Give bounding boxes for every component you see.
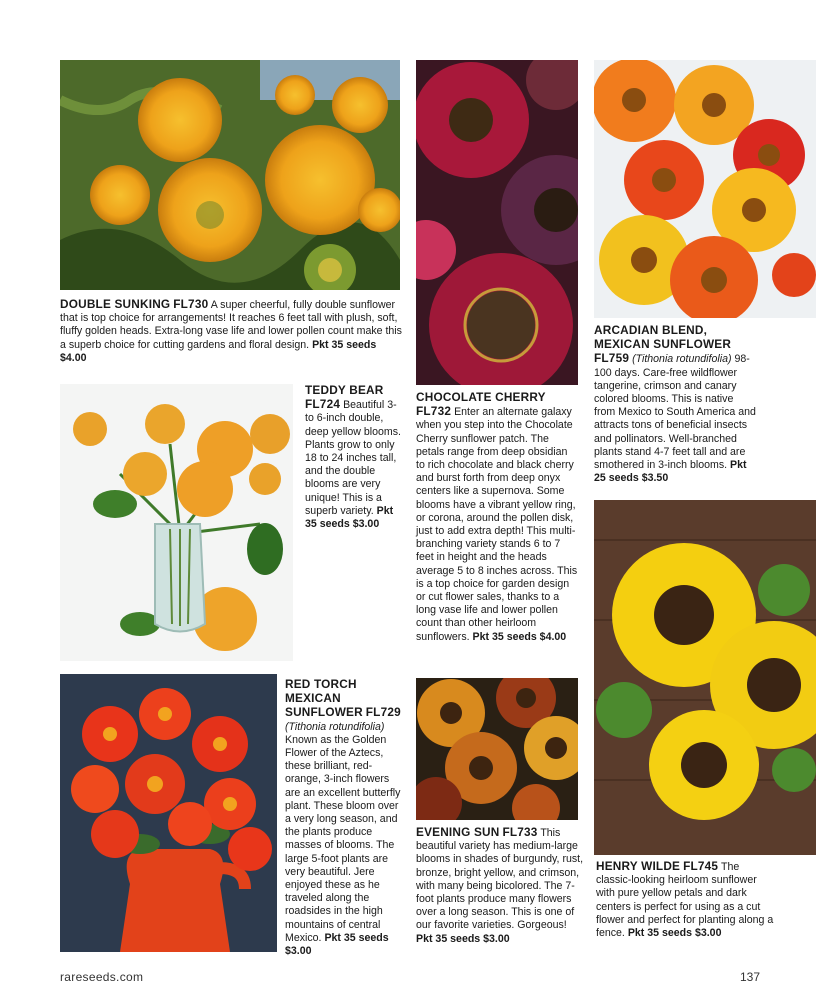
product-code: FL745 — [683, 859, 719, 873]
product-code: FL759 — [594, 351, 630, 366]
evening-sun-photo — [416, 678, 578, 820]
product-title: EVENING SUN — [416, 825, 500, 839]
product-price: Pkt 25 seeds $3.50 — [594, 459, 747, 485]
product-title: TEDDY BEAR — [305, 383, 384, 397]
product-desc: This beautiful variety has medium-large blooms in shades of burgundy, rust, bronze, bright yellow, and crimson, with many being bicolored. The 7-foot plants produce many flowers over a long season. This is one of our favorite varieties. Gorgeous! — [416, 827, 584, 932]
product-desc: Beautiful 3- to 6-inch double, deep yellow blooms. Plants grow to only 18 to 24 inches tall, and the double blooms are very unique! This is a superb variety. — [305, 399, 401, 517]
double-sunking-description — [60, 298, 402, 365]
product-desc: 98-100 days. Care-free wildflower tangerine, crimson and canary colored blooms. This is native from Mexico to South America and attracts tons of beneficial insects and pollinators. Well-branched plants stand 4-7 feet tall and are smothered in 3-inch blooms. — [594, 353, 756, 472]
product-price: Pkt 35 seeds $3.00 — [285, 931, 389, 958]
red-torch-photo — [60, 674, 277, 952]
evening-sun-description — [416, 826, 586, 946]
footer-site-link[interactable]: rareseeds.com — [60, 970, 144, 984]
page-number: 137 — [740, 970, 761, 984]
product-desc: A super cheerful, fully double sunflower that is top choice for arrangements! It reaches 6 feet tall with plush, soft, fluffy golden heads. Extra-long vase life and lower pollen count make this a superb choice for cutting gardens and floral design. — [60, 299, 402, 351]
arcadian-blend-photo — [594, 60, 816, 318]
product-latin: (Tithonia rotundifolia) — [632, 353, 732, 366]
product-price: Pkt 35 seeds $3.00 — [416, 932, 510, 945]
product-desc: Enter an alternate galaxy when you step into the Chocolate Cherry sunflower patch. The petals range from deep obsidian to rich chocolate and black cherry and burst forth from deep onyx centers like a supernova. Some blooms have a vibrant yellow ring, or corona, around the pollen disk, just to add extra depth! This multi-branching variety stands 6 to 7 feet in height and the heads average 5 to 8 inches across. This is a top choice for garden design or cut flower sales, thanks to a long vase life and lower pollen count than other heirloom sunflowers. — [416, 406, 578, 643]
henry-wilde-description — [596, 860, 776, 940]
product-code: FL724 — [305, 397, 341, 412]
product-title: HENRY WILDE — [596, 859, 681, 873]
product-price: Pkt 35 seeds $4.00 — [60, 338, 377, 364]
arcadian-blend-description — [594, 324, 756, 485]
product-desc: Known as the Golden Flower of the Aztecs, these brilliant, red-orange, 3-inch flowers are an excellent butterfly plant. These bloom over a very long season, and the plants produce masses of blooms. The large 5-foot plants are very beautiful. Jere enjoyed these as he traveled along the roadsides in the high mountains of central Mexico. — [285, 733, 401, 944]
product-title: CHOCOLATE CHERRY — [416, 390, 546, 404]
product-title: DOUBLE SUNKING — [60, 297, 171, 311]
product-title: RED TORCH MEXICAN SUNFLOWER — [285, 677, 363, 720]
double-sunking-photo — [60, 60, 400, 290]
product-desc: The classic-looking heirloom sunflower with pure yellow petals and dark centers is perfect for using as a cut flower and perfect for planting along a fence. — [596, 861, 774, 940]
product-title: ARCADIAN BLEND, MEXICAN SUNFLOWER — [594, 323, 732, 352]
red-torch-description — [285, 678, 403, 958]
product-latin: (Tithonia rotundifolia) — [285, 720, 385, 733]
product-code: FL730 — [173, 297, 209, 311]
teddy-bear-photo — [60, 384, 293, 661]
chocolate-cherry-photo — [416, 60, 578, 385]
teddy-bear-description — [305, 384, 403, 531]
product-code: FL729 — [365, 705, 401, 720]
product-code: FL733 — [502, 825, 538, 839]
product-code: FL732 — [416, 404, 452, 419]
product-price: Pkt 35 seeds $3.00 — [305, 504, 394, 531]
chocolate-cherry-description — [416, 391, 579, 644]
product-price: Pkt 35 seeds $3.00 — [627, 927, 722, 940]
product-price: Pkt 35 seeds $4.00 — [472, 630, 567, 643]
henry-wilde-photo — [594, 500, 816, 855]
